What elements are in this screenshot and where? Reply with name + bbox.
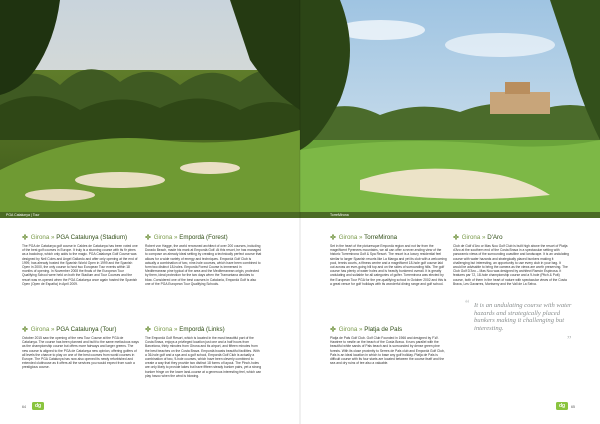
separator: » [174,234,178,241]
quote-open-mark: “ [465,299,470,310]
heading-emporda-links [145,326,225,334]
flower-icon [330,326,336,332]
heading-torremirona [330,234,397,242]
photo-caption-right: TorreMirona [330,213,349,217]
region-label: Girona [461,234,481,241]
heading-pga-stadium [22,234,127,242]
text-pga-stadium: The PGA de Catalunya golf course in Caldes de Catalunya has been voted one of the best golf courses in Europe. It truly is a stunning course with its fir pines as a backdrop, which only adds to the magic. PGA Catalunya Golf Course was designed by Neil Coles and Angel Gallardo and after only opening at the end of 1999, has already hosted the Spanish World Open in 1999 and the Spanish Open in 2000, the only course to host two European Tour events within 18 months of opening. In November 2008 the finals of the European Tour Qualifying School were held on both the Stadium and Tour Courses and the resort was re-opened when the PGA Catalunya once again hosted the Spanish Open (Open de España) in April 2009. [22,244,138,286]
pull-quote: It is an undulating course with water hazards and strategically placed bunkers making it challenging but interesting. [474,302,572,332]
flower-icon [22,326,28,332]
course-name: D'Aro [487,234,503,241]
flower-icon [330,234,336,240]
photo-pga-catalunya [0,0,300,212]
golf-course-photo-left [0,0,300,212]
heading-pga-tour [22,326,116,334]
magazine-logo: dg [32,402,44,410]
separator: » [174,326,178,333]
separator: » [51,326,55,333]
photo-caption-left: PGA Catalunya | Tour [6,213,40,217]
separator: » [482,234,486,241]
text-emporda-links: The Empordà Golf Resort, which is located in the most beautiful part of the Costa Brava, enjoys a privileged location just one and a half hours from Barcelona, thirty minutes from Girona and its airport, and fifteen minutes from the best beaches on the Costa Brava. Empordà boasts beautiful facilities. With a 36-hole golf and a spa and a golf school, Empordà Golf Club is actually a combination of two, 9-hole courses, which have been cleverly combined to create a way that they provide two distinct 18 forms of layout. The Pinch-holes are only likely to provide lakes but have fifteen steady bunker pairs, yet a strong bunker fringe on the lower land-course at a generous interesting feel, which can play havoc when the wind is blowing. [145,336,262,378]
flower-icon [453,234,459,240]
flower-icon [22,234,28,240]
region-label: Girona [338,234,358,241]
separator: » [51,234,55,241]
text-torremirona: Set in the heart of the picturesque Empordà region and not far from the magnificent Pyrenees mountains, we all can offer a never-ending view of the historic Torremirona Golf & Spa Resort. The resort is a luxury residential feel similar to larger Spanish resorts like La Manga and yet its club with a welcoming pool, tennis courts, a fitness centre and a magnificent 18-hole golf course laid out across an ever-going hill top and on the sides of surrounding hills. The golf course has plenty of water holes and is heavily bunkered overall. It is greatly undulating and suitable for all categories of golfer. Torremirona was elected by the European Tour PGA for the pre-qualifying school in October 2002 and this is a great venue for golf holidays with its wonderful dining range and golf school. [330,244,447,286]
heading-platja-de-pals [330,326,402,334]
text-emporda-forest: Robert von Hagge, the world renowned architect of over 200 courses, including Dorado Beach, made his mark at Empordà Golf. At this resort, he has managed to compose an already ideal setting by creating a technically perfect course that allows for a wide variety of energy and techniques. Empordà Golf Club is actually a combination of two, nine-hole courses, which have been combined to form two distinct 18-holes. Empordà Forest Course is immersed in Mediterranean pine typical of the area and the Mediterranean origin, protected by them, ideal protection for the two days when the Tramuntana decides to blow. Considered one of the best courses in Catalonia, Empordà Golf is also one of the PGA European Tour Qualifying Schools. [145,244,262,286]
heading-daro [453,234,503,242]
caption-bar-left [0,212,300,218]
text-pga-tour: October 2015 saw the opening of the new Tour Course at the PGA de Catalunya. The course has been planned and built to the same meticulous ways as the championship course but offers more fairways and larger greens. The new course is aligned to the PGA de Catalunya new opinion, offering golfers of all levels the chance to play on one of the best courses from world courses in Europe. The PGA Catalunya has now also opened its newly refurbished and extended clubhouse as it offers all the services you would expect from such a prestigious course. [22,336,139,370]
text-platja-de-pals: Platja de Pals Golf Club. Golf Club Founded in 1966 and designed by F.W. Hawtree to nestle on the beach of the Costa Brava. It runs parallel with the beautiful white sands of Pals beach and is surrounded by dense green pine forests. With its close proximity to Serres de Pals club and Empordà Golf Club, Pals is an ideal location in which to base any golf holiday. Platja de Pals is difficult course with its four starts are located between the course itself and the sea and dry ruins of tee also a valuable. [330,336,445,366]
photo-torremirona [300,0,600,212]
flower-icon [145,234,151,240]
course-name: PGA Catalunya (Tour) [56,326,117,333]
page-number-right: 65 [571,405,575,409]
text-daro: Club de Golf d'Aro or Mas Nou Golf Club is built high above the resort of Platja d'Aro at the southern end of the Costa Brava in a spectacular setting with panoramic views of the surrounding coastline and landscape. It is an undulating course with water hazards and strategically placed bunkers making it challenging but interesting, an opportunity to use every club in your bag. It would be advisable to bring the camera as the views are worth preserving. The Club Golf D'Aro – Mas Nou was designed by architect Ramón Espinosa. It features par 72, 18-hole championship course and a 9-hole (Pitch & Putt) course, both of them in the heart of nature with spectacular views of the Costa Brava, Les Gavarres, Montseny and the Vall de La Selva. [453,244,570,286]
separator: » [359,326,363,333]
quote-close-mark: ” [567,335,572,346]
page-number-left: 64 [22,405,26,409]
course-name: PGA Catalunya (Stadium) [56,234,128,241]
region-label: Girona [30,234,50,241]
region-label: Girona [153,234,173,241]
separator: » [359,234,363,241]
region-label: Girona [338,326,358,333]
course-name: Platja de Pals [364,326,403,333]
magazine-logo-right: dg [556,402,568,410]
heading-emporda-forest [145,234,228,242]
page-gutter [299,0,301,424]
region-label: Girona [153,326,173,333]
course-name: Empordà (Links) [179,326,225,333]
region-label: Girona [30,326,50,333]
flower-icon [145,326,151,332]
course-name: Empordà (Forest) [179,234,228,241]
course-name: TorreMirona [364,234,398,241]
golf-course-photo-right [300,0,600,212]
